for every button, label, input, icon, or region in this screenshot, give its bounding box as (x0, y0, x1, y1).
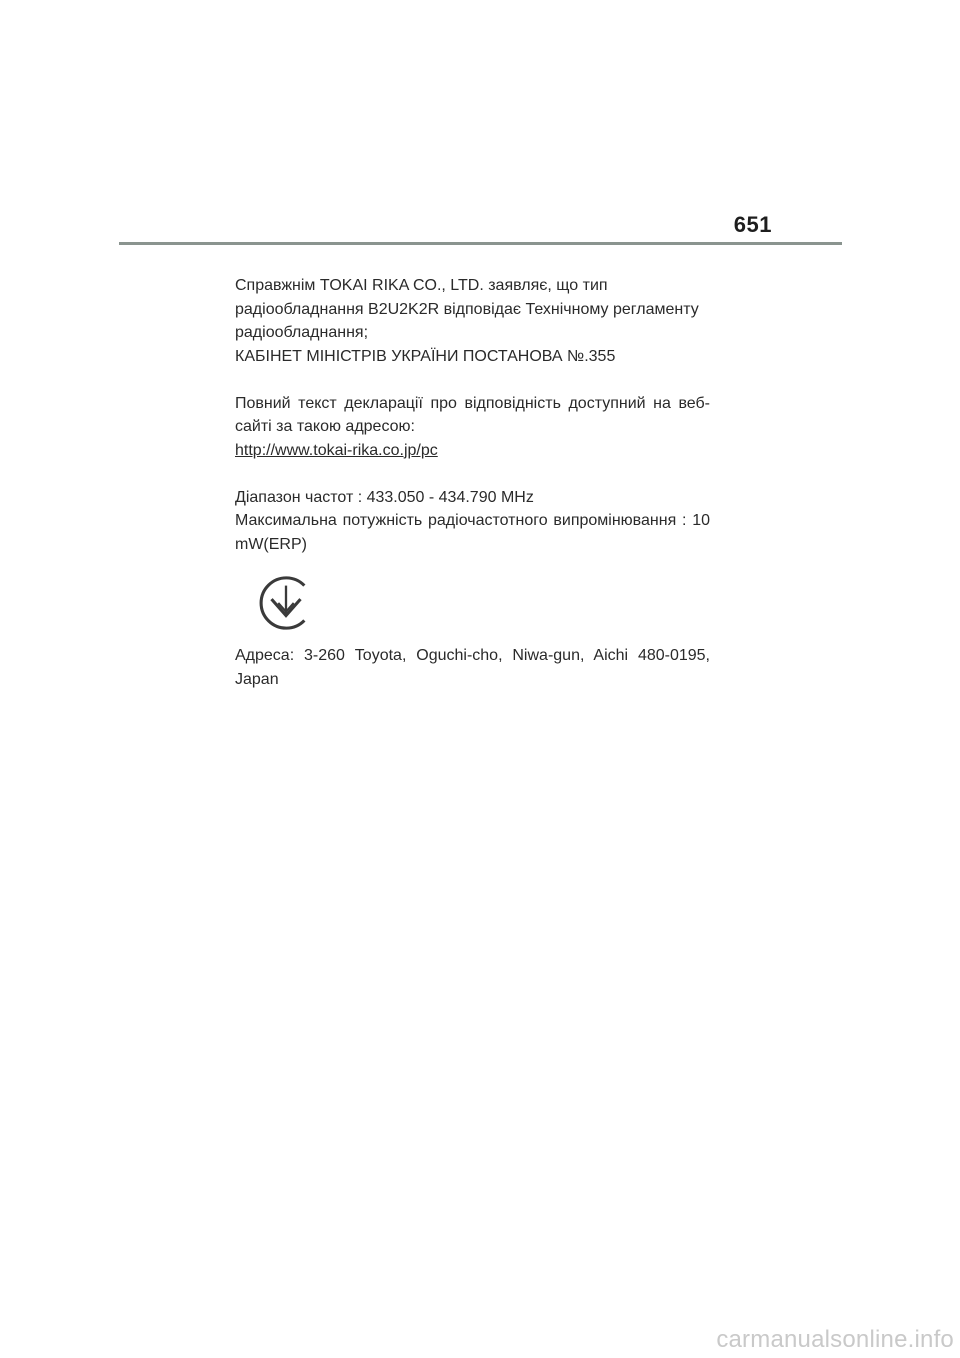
site-watermark: carmanualsonline.info (716, 1326, 954, 1353)
manufacturer-address: Адреса: 3-260 Toyota, Oguchi-cho, Niwa-gun, Aichi 480-0195, Japan (235, 647, 710, 688)
declaration-line-2: радіообладнання B2U2K2R відповідає Технічному регламенту (235, 300, 699, 318)
page-content (235, 274, 710, 691)
max-power: Максимальна потужність радіочастотного випромінювання : 10 mW(ERP) (235, 512, 710, 553)
declaration-url-link[interactable]: http://www.tokai-rika.co.jp/pc (235, 441, 438, 459)
full-text-intro: Повний текст декларації про відповідність доступний на веб-сайті за такою адресою: (235, 394, 710, 435)
frequency-range: Діапазон частот : 433.050 - 434.790 MHz (235, 488, 534, 506)
conformity-mark-area (235, 568, 710, 644)
header-divider (119, 242, 842, 245)
declaration-line-4: КАБІНЕТ МІНІСТРІВ УКРАЇНИ ПОСТАНОВА №.355 (235, 347, 616, 365)
page-number: 651 (733, 212, 772, 237)
declaration-line-1: Справжнім TOKAI RIKA CO., LTD. заявляє, що тип (235, 277, 608, 294)
ukrainian-conformity-mark-icon (257, 574, 315, 632)
declaration-line-3: радіообладнання; (235, 324, 369, 341)
